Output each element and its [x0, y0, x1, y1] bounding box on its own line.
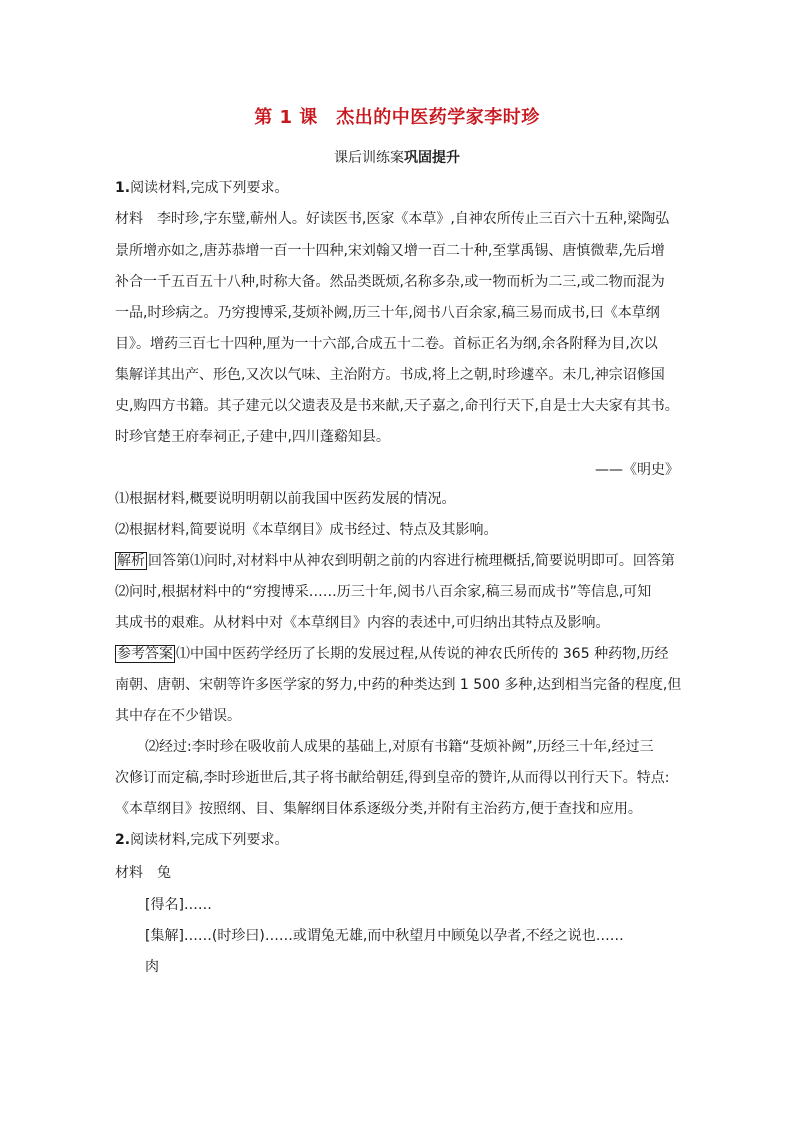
answer-line: 其中存在不少错误。 — [115, 708, 241, 724]
answer-2-line: 《本草纲目》按照纲、目、集解纲目体系逐级分类,并附有主治药方,便于查找和应用。 — [115, 801, 642, 817]
question-2-number: 2. — [115, 832, 131, 848]
material-line: 史,购四方书籍。其子建元以父遗表及是书来献,天子嘉之,命刊行天下,自是士大夫家有其书。 — [115, 398, 679, 414]
material-2-item: [得名]…… — [145, 897, 212, 913]
material-line: 材料 李时珍,字东璧,蕲州人。好读医书,医家《本草》,自神农所传止三百六十五种,梁陶弘 — [115, 211, 670, 227]
material-line: 集解详其出产、形色,又次以气味、主治附方。书成,将上之朝,时珍遽卒。未几,神宗诏修国 — [115, 367, 665, 383]
sub-question-1: ⑴根据材料,概要说明明朝以前我国中医药发展的情况。 — [115, 491, 456, 507]
analysis-text: 回答第⑴问时,对材料中从神农到明朝之前的内容进行梳理概括,简要说明即可。回答第 — [148, 553, 675, 569]
question-2-prompt — [115, 831, 289, 849]
answer-label: 参考答案 — [117, 646, 173, 662]
material-line: 一品,时珍病之。乃穷搜博采,芟烦补阙,历三十年,阅书八百余家,稿三易而成书,曰《本草纲 — [115, 305, 660, 321]
material-source: ——《明史》 — [595, 462, 679, 478]
answer-text: ⑴中国中医药学经历了长期的发展过程,从传说的神农氏所传的 365 种药物,历经 — [176, 646, 669, 662]
question-1-text: 阅读材料,完成下列要求。 — [130, 180, 289, 196]
material-line: 补合一千五百五十八种,时称大备。然品类既烦,名称多杂,或一物而析为二三,或二物而混为 — [115, 274, 665, 290]
subtitle-bold: 巩固提升 — [404, 150, 460, 166]
analysis-line: 其成书的艰难。从材料中对《本草纲目》内容的表述中,可归纳出其特点及影响。 — [115, 615, 610, 631]
question-2-text: 阅读材料,完成下列要求。 — [130, 832, 289, 848]
question-1-prompt — [115, 179, 289, 197]
lesson-title: 第 1 课 杰出的中医药学家李时珍 — [254, 107, 540, 128]
answer-line — [115, 645, 669, 663]
material-line: 目》。增药三百七十四种,厘为一十六部,合成五十二卷。首标正名为纲,余各附释为目,次以 — [115, 336, 658, 352]
answer-line: 南朝、唐朝、宋朝等许多医学家的努力,中药的种类达到 1 500 多种,达到相当完备的程度,但 — [115, 677, 682, 693]
sub-question-2: ⑵根据材料,简要说明《本草纲目》成书经过、特点及其影响。 — [115, 522, 498, 538]
question-1-number: 1. — [115, 180, 131, 196]
answer-2-line: ⑵经过:李时珍在吸收前人成果的基础上,对原有书籍“芟烦补阙”,历经三十年,经过三 — [145, 739, 654, 755]
analysis-line — [115, 552, 675, 570]
answer-2-line: 次修订而定稿,李时珍逝世后,其子将书献给朝廷,得到皇帝的赞许,从而得以刊行天下。特点: — [115, 770, 670, 786]
material-line: 景所增亦如之,唐苏恭增一百一十四种,宋刘翰又增一百二十种,至掌禹锡、唐慎微辈,先后增 — [115, 243, 665, 259]
material-line: 时珍官楚王府奉祠正,子建中,四川蓬谿知县。 — [115, 429, 390, 445]
material-2-label: 材料 兔 — [115, 865, 171, 881]
section-subtitle — [0, 147, 794, 167]
analysis-label: 解析 — [117, 553, 145, 569]
material-2-item: 肉 — [145, 959, 159, 975]
analysis-line: ⑵问时,根据材料中的“穷搜博采……历三十年,阅书八百余家,稿三易而成书”等信息,可知 — [115, 584, 652, 600]
subtitle-normal: 课后训练案 — [334, 150, 404, 166]
material-2-item: [集解]……(时珍曰)……或谓兔无雄,而中秋望月中顾兔以孕者,不经之说也…… — [145, 928, 624, 944]
